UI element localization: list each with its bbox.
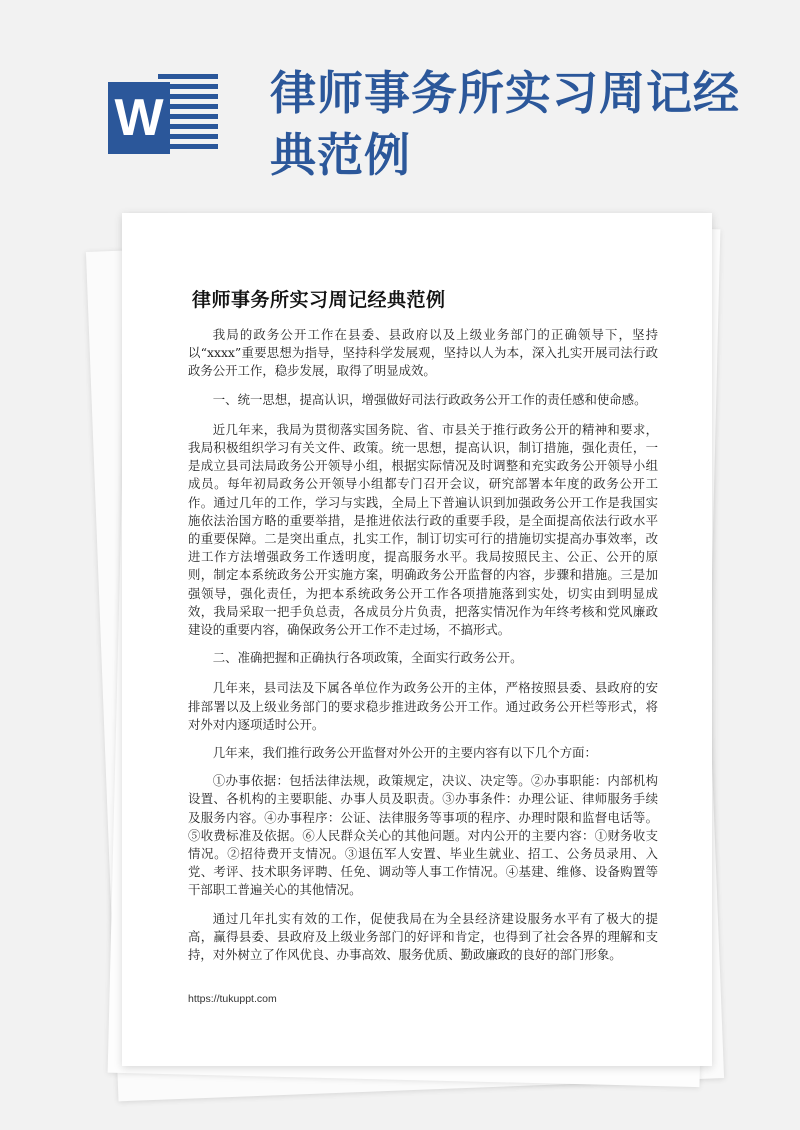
- word-letter-badge: W: [108, 82, 170, 154]
- document-body: [188, 326, 658, 974]
- section-heading-1: 一、统一思想，提高认识，增强做好司法行政政务公开工作的责任感和使命感。: [212, 391, 647, 407]
- paragraph-section-2b: 几年来，我们推行政务公开监督对外公开的主要内容有以下几个方面：: [212, 745, 597, 761]
- paragraph-intro: 我局的政务公开工作在县委、县政府以及上级业务部门的正确领导下，坚持以“xxxx”重要思想为指导，坚持科学发展观，坚持以人为本，深入扎实开展司法行政政务公开工作，稳步发展，取得了明显成效。: [188, 327, 658, 379]
- banner-title: [270, 62, 740, 186]
- paragraph-section-2c: ①办事依据：包括法律法规，政策规定，决议、决定等。②办事职能：内部机构设置、各机构的主要职能、办事人员及职责。③办事条件：办理公证、律师服务手续及服务内容。④办事程序：公证、法律服务等事项的程序、办理时限和监督电话等。⑤收费标准及依据。⑥人民群众关心的其他问题。对内公开的主要内容：①财务收支情况。②招待费开支情况。③退伍军人安置、毕业生就业、招工、公务员录用、入党、考评、技术职务评聘、任免、调动等人事工作情况。④基建、维修、设备购置等干部职工普遍关心的其他情况。: [188, 773, 658, 898]
- document-title: 律师事务所实习周记经典范例: [192, 289, 446, 311]
- paragraph-section-1: 近几年来，我局为贯彻落实国务院、省、市县关于推行政务公开的精神和要求，我局积极组织学习有关文件、政策。统一思想，提高认识，制订措施，强化责任，一是成立县司法局政务公开领导小组，根据实际情况及时调整和充实政务公开领导小组成员。每年初局政务公开领导小组都专门召开会议，研究部署本年度的政务公开工作。通过几年的工作，学习与实践，全局上下普遍认识到加强政务公开工作是我国实施依法治国方略的重要举措，是推进依法行政的重要手段，是全面提高依法行政水平的重要保障。二是突出重点，扎实工作，制订切实可行的措施切实提高办事效率，改进工作方法增强政务工作透明度，提高服务水平。我局按照民主、公正、公开的原则，制定本系统政务公开实施方案，明确政务公开监督的内容，步骤和措施。三是加强领导，强化责任，为把本系统政务公开工作各项措施落到实处，切实由到明显成效，我局采取一把手负总责，各成员分片负责，把落实情况作为年终考核和党风廉政建设的重要内容，确保政务公开工作不走过场，不搞形式。: [188, 421, 658, 638]
- banner-title-line1: 律师事务所实习周记经: [270, 66, 740, 120]
- paragraph-section-2a: 几年来，县司法及下属各单位作为政务公开的主体，严格按照县委、县政府的安排部署以及上级业务部门的要求稳步推进政务公开工作。通过政务公开栏等形式，将对外对内逐项适时公开。: [188, 680, 658, 732]
- paragraph-conclusion: 通过几年扎实有效的工作，促使我局在为全县经济建设服务水平有了极大的提高，赢得县委、县政府及上级业务部门的好评和肯定，也得到了社会各界的理解和支持，对外树立了作风优良、办事高效、服务优质、勤政廉政的良好的部门形象。: [188, 910, 658, 963]
- section-heading-2: 二、准确把握和正确执行各项政策，全面实行政务公开。: [212, 650, 523, 666]
- word-document-icon: [108, 62, 226, 170]
- source-url: https://tukuppt.com: [188, 993, 277, 1005]
- banner-title-line2: 典范例: [270, 128, 411, 182]
- document-page: [122, 213, 712, 1066]
- page-header: [0, 0, 800, 215]
